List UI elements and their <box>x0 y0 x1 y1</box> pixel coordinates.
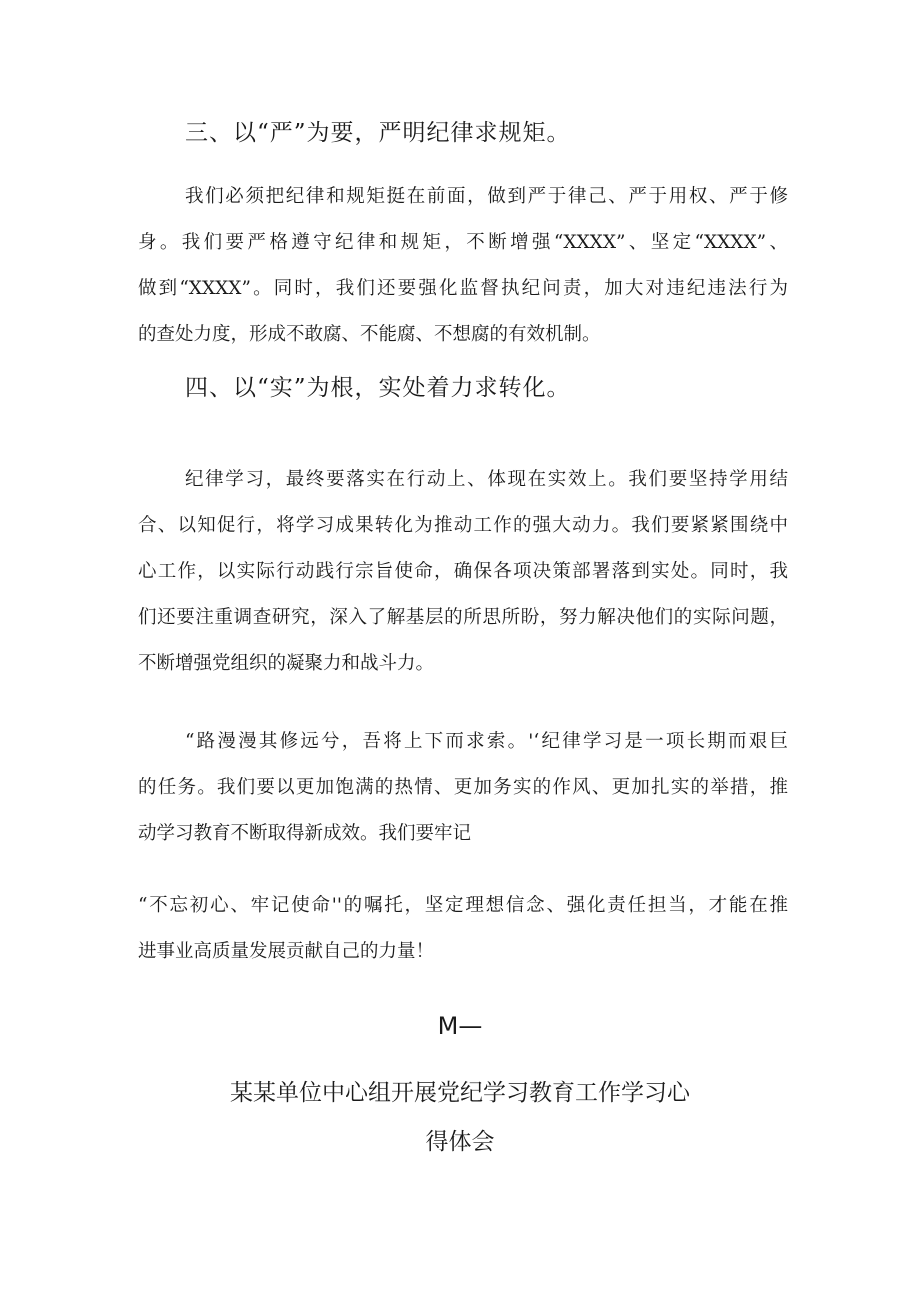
closing-paragraph <box>138 719 788 857</box>
paragraph-line: 身。我们要严格遵守纪律和规矩，不断增强“XXXX”、坚定“XXXX”、 <box>138 232 788 253</box>
paragraph-line: “不忘初心、牢记使命''的嘱托，坚定理想信念、强化责任担当，才能在推 <box>138 895 788 916</box>
paragraph-line: 们还要注重调查研究，深入了解基层的所思所盼，努力解决他们的实际问题， <box>138 607 788 628</box>
next-document-title-line-1: 某某单位中心组开展党纪学习教育工作学习心 <box>230 1080 690 1106</box>
paragraph-line: 动学习教育不断取得新成效。我们要牢记 <box>138 823 472 844</box>
paragraph-line: “路漫漫其修远兮，吾将上下而求索。'‘纪律学习是一项长期而艰巨 <box>185 731 788 752</box>
section-4-paragraph <box>138 457 788 687</box>
paragraph-line: 的任务。我们要以更加饱满的热情、更加务实的作风、更加扎实的举措，推 <box>138 777 788 798</box>
paragraph-line: 进事业高质量发展贡献自己的力量！ <box>138 941 435 962</box>
section-4-heading: 四、以“实”为根，实处着力求转化。 <box>185 375 571 401</box>
section-3-paragraph <box>138 174 788 358</box>
paragraph-line: 合、以知促行，将学习成果转化为推动工作的强大动力。我们要紧紧围绕中 <box>138 515 788 536</box>
paragraph-line: 做到“XXXX”。同时，我们还要强化监督执纪问责，加大对违纪违法行为 <box>138 278 788 299</box>
next-document-title-line-2: 得体会 <box>425 1129 495 1155</box>
section-3-heading: 三、以“严”为要，严明纪律求规矩。 <box>185 120 571 146</box>
paragraph-line: 纪律学习，最终要落实在行动上、体现在实效上。我们要坚持学用结 <box>185 469 788 490</box>
paragraph-line: 的查处力度，形成不敢腐、不能腐、不想腐的有效机制。 <box>138 324 601 345</box>
closing-paragraph-continued <box>138 883 788 975</box>
paragraph-line: 心工作，以实际行动践行宗旨使命，确保各项决策部署落到实处。同时，我 <box>138 561 788 582</box>
paragraph-line: 我们必须把纪律和规矩挺在前面，做到严于律己、严于用权、严于修 <box>185 186 788 207</box>
paragraph-line: 不断增强党组织的凝聚力和战斗力。 <box>138 653 435 674</box>
section-separator: M— <box>437 1012 483 1040</box>
